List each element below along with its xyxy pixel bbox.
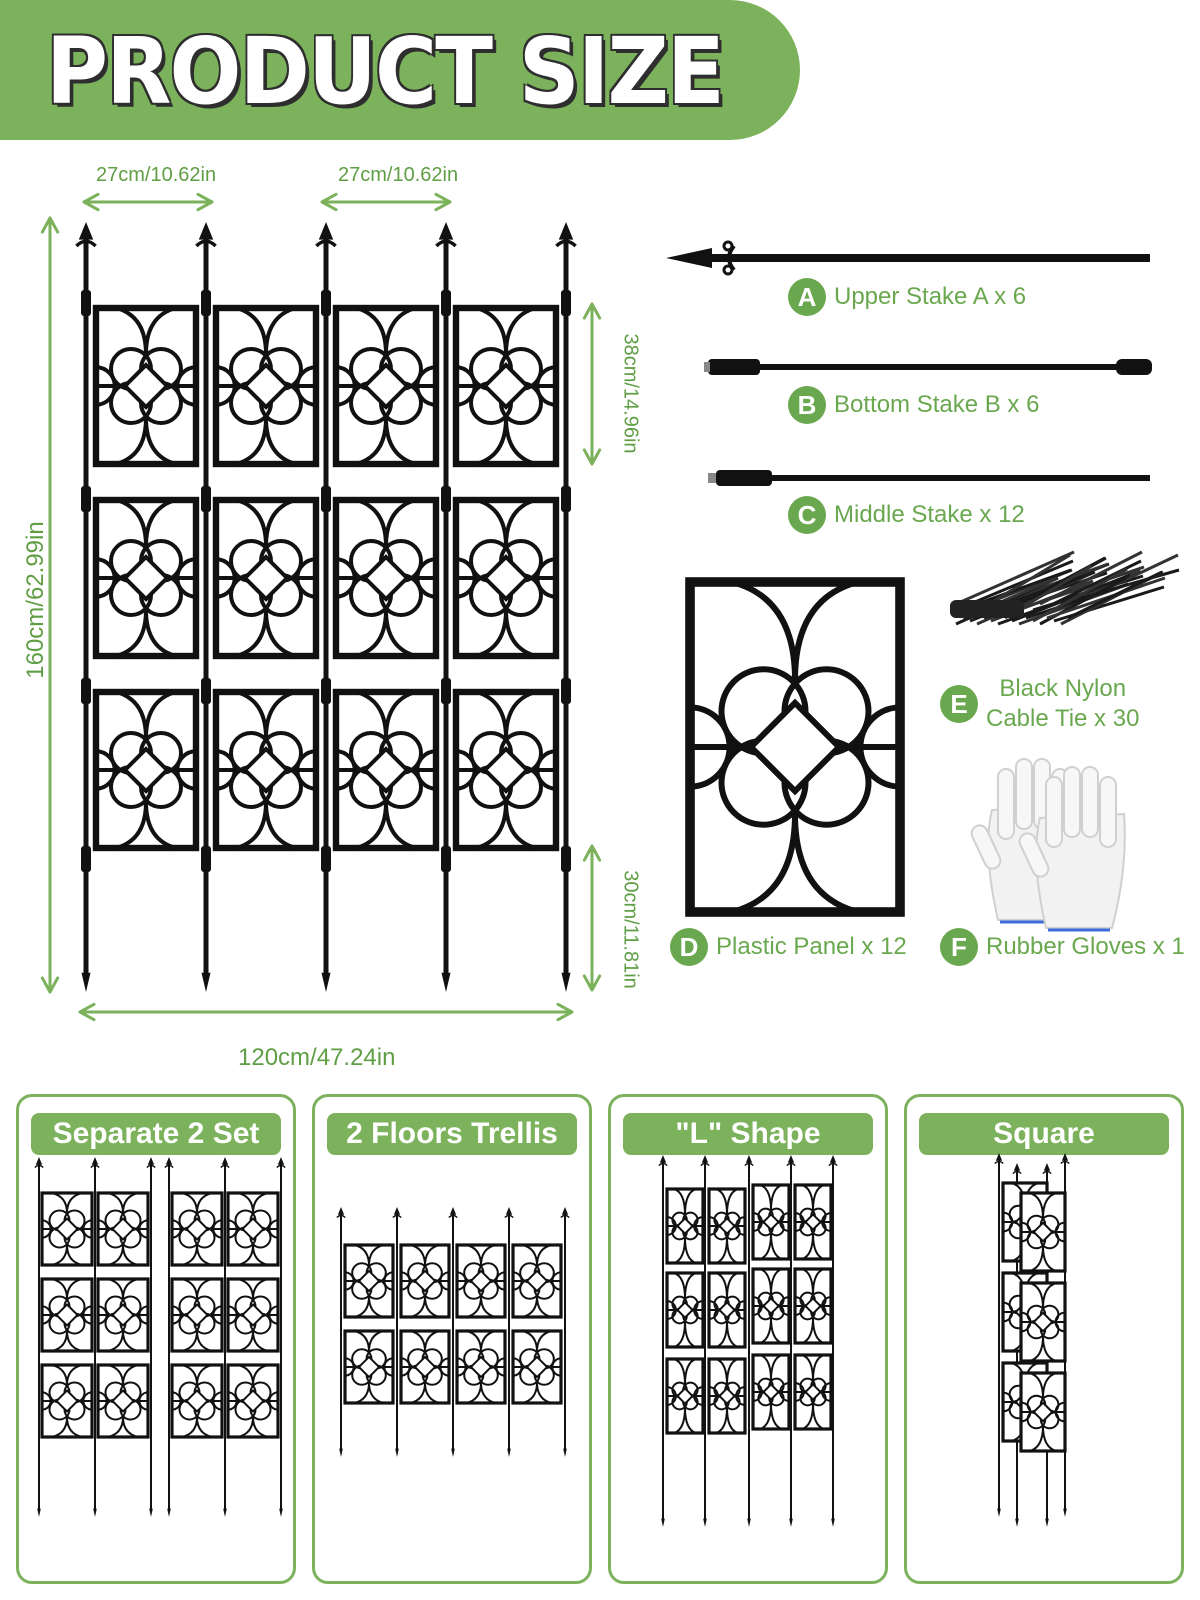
layout-title-two-floors: 2 Floors Trellis	[327, 1113, 577, 1155]
total-width-label: 120cm/47.24in	[238, 1044, 396, 1071]
stake-ground-point	[167, 1509, 171, 1517]
layout-card-square	[904, 1094, 1184, 1584]
middle-stake-pin	[708, 473, 716, 483]
part-f-text: Rubber Gloves x 1	[986, 933, 1185, 960]
stake-spear-tip	[450, 1207, 456, 1215]
part-c-label	[788, 496, 1025, 534]
cable-tie-heads	[950, 600, 1024, 618]
stake-spear-tip	[1044, 1163, 1050, 1171]
stake-spear-tip	[506, 1207, 512, 1215]
stake-spear-tip	[394, 1207, 400, 1215]
glove-finger	[998, 769, 1014, 839]
mini-panel	[709, 1273, 745, 1347]
stake-ground-point	[93, 1509, 97, 1517]
stake-ground-point	[997, 1509, 1001, 1517]
mini-panel	[667, 1273, 703, 1347]
mini-panel	[345, 1331, 393, 1403]
stake-ground-point	[507, 1449, 511, 1457]
stake-spear-tip	[746, 1155, 752, 1163]
upper-stake-spear	[666, 248, 712, 268]
mini-panel	[1021, 1373, 1065, 1451]
mini-panel	[42, 1193, 92, 1265]
part-a-badge: A	[788, 278, 826, 316]
stake-spear-tip	[788, 1155, 794, 1163]
part-d-label	[670, 928, 907, 966]
mini-panel	[753, 1185, 789, 1259]
mini-panel	[667, 1359, 703, 1433]
part-a-text: Upper Stake A x 6	[834, 283, 1027, 310]
plastic-panel-detail	[690, 582, 900, 912]
part-e-label	[940, 674, 1139, 734]
stake-spear-tip	[166, 1157, 172, 1165]
mini-panel	[228, 1279, 278, 1351]
mini-panel	[345, 1245, 393, 1317]
stake-spear-tip	[222, 1157, 228, 1165]
stake-ground-point	[1063, 1509, 1067, 1517]
stake-ground-point	[831, 1519, 835, 1527]
ground-stake-label: 30cm/11.81in	[619, 870, 642, 989]
panel-width-label-2: 27cm/10.62in	[338, 164, 459, 186]
layout-title-separate: Separate 2 Set	[31, 1113, 281, 1155]
mini-panel	[457, 1245, 505, 1317]
mini-panel	[513, 1245, 561, 1317]
panel-width-label-1: 27cm/10.62in	[96, 164, 217, 186]
stake-spear-tip	[1062, 1153, 1068, 1161]
part-e-line2: Cable Tie x 30	[986, 705, 1140, 732]
stake-ground-point	[451, 1449, 455, 1457]
mini-panel	[401, 1245, 449, 1317]
stake-spear-tip	[148, 1157, 154, 1165]
part-e-text	[986, 674, 1139, 734]
layout-card-two-floors	[312, 1094, 592, 1584]
stake-ground-point	[223, 1509, 227, 1517]
middle-stake-sleeve	[716, 470, 772, 486]
stake-ground-point	[563, 1449, 567, 1457]
part-d-text: Plastic Panel x 12	[716, 933, 907, 960]
mini-panel	[98, 1365, 148, 1437]
mini-panel	[228, 1193, 278, 1265]
mini-panel	[172, 1193, 222, 1265]
stake-spear-tip	[830, 1155, 836, 1163]
glove-finger	[1082, 767, 1098, 837]
glove-finger	[1016, 759, 1032, 829]
upper-stake-curl	[724, 266, 732, 274]
part-c-text: Middle Stake x 12	[834, 501, 1025, 528]
stake-ground-point	[747, 1519, 751, 1527]
part-f-badge: F	[940, 928, 978, 966]
stake-ground-point	[279, 1509, 283, 1517]
part-b-label	[788, 386, 1039, 424]
mini-panel	[1021, 1193, 1065, 1271]
layout-title-square: Square	[919, 1113, 1169, 1155]
stake-spear-tip	[1014, 1163, 1020, 1171]
mini-panel	[172, 1365, 222, 1437]
stake-ground-point	[661, 1519, 665, 1527]
stake-spear-tip	[92, 1157, 98, 1165]
glove-finger	[1100, 777, 1116, 847]
part-b-text: Bottom Stake B x 6	[834, 391, 1040, 418]
part-f-label	[940, 928, 1185, 966]
part-b-badge: B	[788, 386, 826, 424]
mini-panel	[709, 1189, 745, 1263]
mini-panel	[667, 1189, 703, 1263]
layout-card-separate	[16, 1094, 296, 1584]
layout-l-shape-illustration	[611, 1097, 891, 1587]
part-a-label	[788, 278, 1026, 316]
stake-ground-point	[339, 1449, 343, 1457]
layout-square-illustration	[907, 1097, 1187, 1587]
bottom-stake-pin	[704, 362, 710, 372]
mini-panel	[753, 1269, 789, 1343]
glove-finger	[1064, 767, 1080, 837]
stake-spear-tip	[660, 1155, 666, 1163]
rubber-gloves	[969, 759, 1125, 930]
mini-panel	[401, 1331, 449, 1403]
total-width-arrow	[80, 1004, 572, 1019]
mini-panel	[42, 1365, 92, 1437]
mini-panel	[795, 1355, 831, 1429]
stake-ground-point	[395, 1449, 399, 1457]
part-c-badge: C	[788, 496, 826, 534]
stake-spear-tip	[36, 1157, 42, 1165]
stake-ground-point	[1015, 1519, 1019, 1527]
mini-panel	[457, 1331, 505, 1403]
stake-ground-point	[703, 1519, 707, 1527]
layout-title-l-shape: "L" Shape	[623, 1113, 873, 1155]
mini-panel	[228, 1365, 278, 1437]
part-e-badge: E	[940, 685, 978, 723]
layout-separate-illustration	[19, 1097, 299, 1587]
mini-panel	[753, 1355, 789, 1429]
upper-stake-curl	[724, 242, 732, 250]
mini-panel	[795, 1185, 831, 1259]
mini-panel	[172, 1279, 222, 1351]
mini-panel	[709, 1359, 745, 1433]
part-d-badge: D	[670, 928, 708, 966]
layout-two-floors-illustration	[315, 1097, 595, 1587]
page-title: PRODUCT SIZE	[46, 18, 724, 125]
stake-spear-tip	[702, 1155, 708, 1163]
stake-spear-tip	[338, 1207, 344, 1215]
stake-spear-tip	[996, 1153, 1002, 1161]
part-e-line1: Black Nylon	[999, 675, 1127, 702]
panel-height-label: 38cm/14.96in	[619, 333, 642, 454]
glove-finger	[1046, 777, 1062, 847]
bottom-stake-sleeve	[708, 359, 760, 375]
cable-tie-bundle	[950, 552, 1179, 624]
mini-panel	[98, 1193, 148, 1265]
mini-panel	[98, 1279, 148, 1351]
layout-card-l-shape	[608, 1094, 888, 1584]
stake-spear-tip	[278, 1157, 284, 1165]
stake-ground-point	[1045, 1519, 1049, 1527]
stake-ground-point	[149, 1509, 153, 1517]
mini-panel	[42, 1279, 92, 1351]
stake-ground-point	[37, 1509, 41, 1517]
bottom-stake-point	[1116, 359, 1152, 375]
layout-options	[16, 1094, 1192, 1586]
mini-panel	[1021, 1283, 1065, 1361]
stake-spear-tip	[562, 1207, 568, 1215]
total-height-label: 160cm/62.99in	[22, 521, 49, 679]
stake-ground-point	[789, 1519, 793, 1527]
mini-panel	[513, 1331, 561, 1403]
mini-panel	[795, 1269, 831, 1343]
